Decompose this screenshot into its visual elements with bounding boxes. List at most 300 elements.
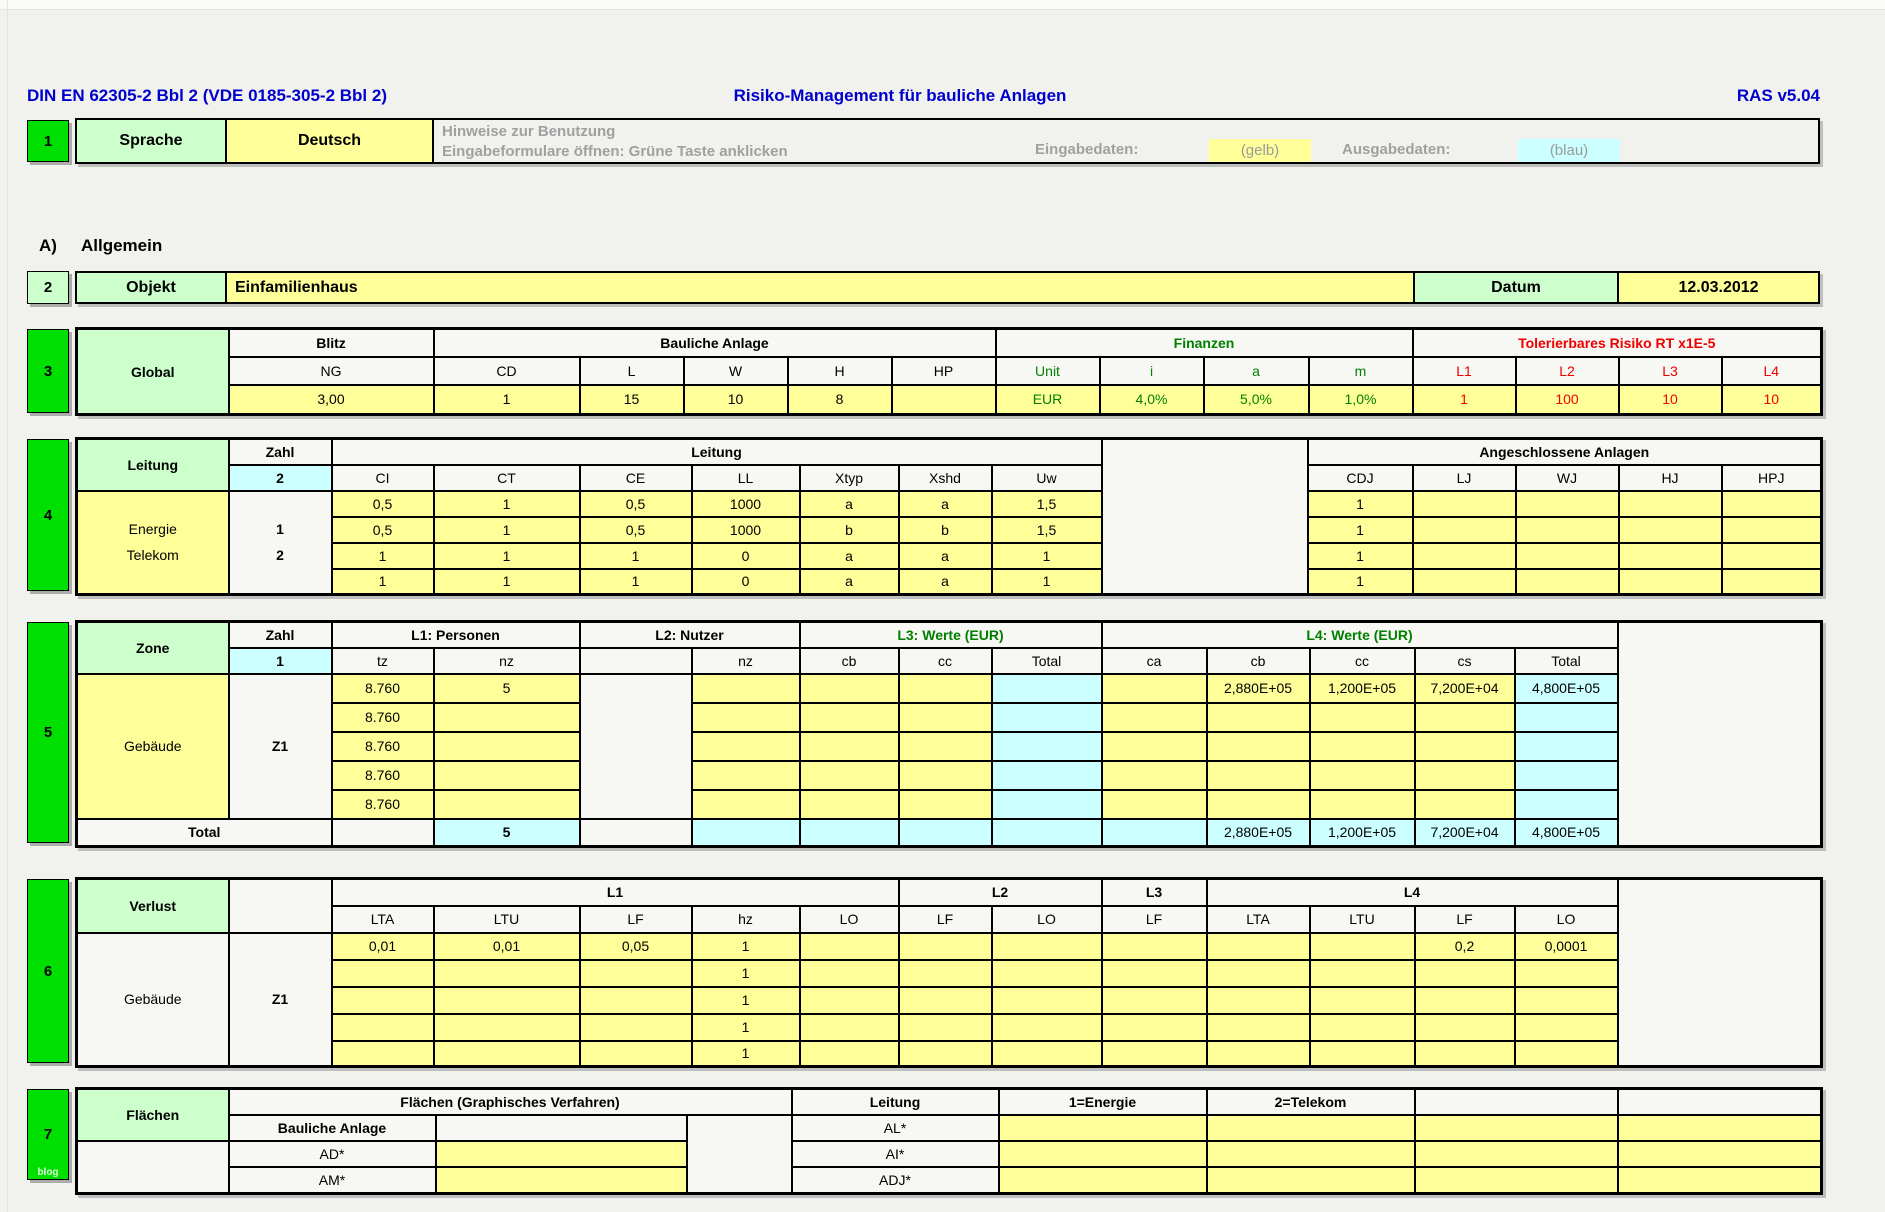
header-cell: AM* (229, 1167, 436, 1194)
input-cell[interactable] (999, 1167, 1207, 1194)
input-cell[interactable] (332, 987, 434, 1014)
input-cell[interactable]: 1 (692, 1041, 800, 1067)
input-cell[interactable] (1207, 1115, 1415, 1141)
input-cell[interactable]: 1 (434, 569, 580, 595)
input-cell[interactable] (992, 933, 1102, 960)
input-cell[interactable] (1415, 1041, 1515, 1067)
input-cell[interactable] (999, 1115, 1207, 1141)
header-cell: Angeschlossene Anlagen (1308, 439, 1822, 465)
zone-row-label[interactable]: Gebäude (77, 674, 229, 819)
input-cell[interactable]: 1 (692, 1014, 800, 1041)
header-cell: LJ (1413, 465, 1516, 491)
app-version: RAS v5.04 (1736, 86, 1820, 105)
header-cell (1618, 1089, 1822, 1115)
input-cell[interactable] (1102, 960, 1207, 987)
static-cell (229, 879, 332, 933)
input-cell[interactable]: 1 (434, 517, 580, 543)
input-cell[interactable] (899, 674, 992, 703)
section-button-4[interactable]: 4 (27, 439, 69, 591)
header-cell: Zahl (229, 439, 332, 465)
input-cell[interactable]: 1,5 (992, 491, 1102, 517)
input-cell[interactable]: 0,01 (434, 933, 580, 960)
verlust-label: Verlust (77, 879, 229, 933)
input-cell[interactable] (899, 987, 992, 1014)
sprache-section (75, 118, 1820, 164)
input-cell[interactable]: 1,200E+05 (1310, 674, 1415, 703)
global-label: Global (77, 329, 229, 415)
input-cell[interactable]: 8 (788, 385, 892, 415)
input-cell[interactable] (1516, 491, 1619, 517)
header-cell: L4 (1722, 357, 1822, 385)
header-cell: ca (1102, 648, 1207, 674)
input-cell[interactable] (1102, 790, 1207, 819)
input-cell[interactable] (1618, 1115, 1822, 1141)
hinweise-box (432, 118, 1820, 164)
header-cell: NG (229, 357, 434, 385)
output-cell (692, 819, 800, 847)
input-cell[interactable] (434, 703, 580, 732)
input-cell[interactable] (992, 1041, 1102, 1067)
output-cell (899, 819, 992, 847)
static-cell (77, 1141, 229, 1194)
header-cell: Leitung (332, 439, 1102, 465)
header-cell: L (580, 357, 684, 385)
input-cell[interactable] (1102, 1041, 1207, 1067)
input-cell[interactable] (1516, 543, 1619, 569)
output-cell (992, 732, 1102, 761)
header-cell: CT (434, 465, 580, 491)
header-cell: CD (434, 357, 580, 385)
input-cell[interactable]: 8.760 (332, 703, 434, 732)
input-cell[interactable] (1619, 569, 1722, 595)
output-cell: 1,200E+05 (1310, 819, 1415, 847)
input-cell[interactable] (1618, 1167, 1822, 1194)
input-cell[interactable] (1207, 933, 1310, 960)
input-cell[interactable]: 1,5 (992, 517, 1102, 543)
input-cell[interactable] (1207, 960, 1310, 987)
input-cell[interactable]: 0,01 (332, 933, 434, 960)
input-cell[interactable]: 1 (434, 385, 580, 415)
input-cell[interactable] (692, 703, 800, 732)
input-cell[interactable] (1207, 703, 1310, 732)
input-cell[interactable] (692, 732, 800, 761)
leitung-label: Leitung (77, 439, 229, 491)
input-cell[interactable] (1310, 987, 1415, 1014)
input-cell[interactable]: a (800, 491, 899, 517)
spacer-cell (1618, 879, 1822, 1067)
input-cell[interactable] (434, 732, 580, 761)
input-cell[interactable]: 1 (692, 933, 800, 960)
spacer-cell (580, 674, 692, 819)
input-cell[interactable] (1310, 1041, 1415, 1067)
document-standard-title: DIN EN 62305-2 Bbl 2 (VDE 0185-305-2 Bbl 2) (27, 86, 387, 105)
input-cell[interactable] (1515, 1041, 1618, 1067)
input-cell[interactable] (1102, 1014, 1207, 1041)
input-cell[interactable] (1415, 987, 1515, 1014)
input-cell[interactable]: a (800, 569, 899, 595)
input-cell[interactable] (580, 987, 692, 1014)
header-cell: Zahl (229, 622, 332, 648)
section-button-6[interactable]: 6 (27, 879, 69, 1063)
input-cell[interactable] (800, 960, 899, 987)
input-cell[interactable] (1310, 761, 1415, 790)
input-cell[interactable] (899, 732, 992, 761)
input-cell[interactable] (992, 987, 1102, 1014)
input-cell[interactable] (434, 960, 580, 987)
input-cell[interactable] (1415, 960, 1515, 987)
input-cell[interactable] (580, 1014, 692, 1041)
input-cell[interactable] (1722, 569, 1822, 595)
input-cell[interactable] (1619, 543, 1722, 569)
input-cell[interactable]: 5 (434, 674, 580, 703)
input-cell[interactable] (1310, 933, 1415, 960)
section-button-3[interactable]: 3 (27, 329, 69, 413)
header-cell: CE (580, 465, 692, 491)
input-cell[interactable]: 0,5 (580, 491, 692, 517)
output-cell: 2 (229, 465, 332, 491)
output-cell: 4,800E+05 (1515, 674, 1618, 703)
header-cell: L3 (1102, 879, 1207, 906)
header-cell: Bauliche Anlage (434, 329, 996, 357)
input-cell[interactable]: 0 (692, 569, 800, 595)
header-cell: ADJ* (792, 1167, 999, 1194)
global-table (75, 327, 1823, 416)
header-cell: Tolerierbares Risiko RT x1E-5 (1413, 329, 1822, 357)
header-cell: LF (1415, 906, 1515, 933)
output-cell (992, 761, 1102, 790)
input-cell[interactable] (1207, 761, 1310, 790)
input-cell[interactable] (1310, 732, 1415, 761)
input-cell[interactable] (1619, 491, 1722, 517)
input-cell[interactable]: 4,0% (1100, 385, 1204, 415)
section-button-1[interactable]: 1 (27, 120, 69, 162)
input-cell[interactable] (434, 761, 580, 790)
objekt-value-cell[interactable]: Einfamilienhaus (225, 271, 1415, 304)
verlust-row-label: Gebäude (77, 933, 229, 1067)
eingabedaten-label: Eingabedaten: (1035, 141, 1139, 158)
input-cell[interactable] (1415, 1167, 1618, 1194)
input-cell[interactable] (436, 1167, 687, 1194)
input-cell[interactable] (1102, 732, 1207, 761)
input-cell[interactable] (1413, 569, 1516, 595)
header-cell: Uw (992, 465, 1102, 491)
spacer-cell (687, 1115, 792, 1194)
output-cell (1102, 819, 1207, 847)
input-cell[interactable] (1207, 1041, 1310, 1067)
input-cell[interactable]: a (899, 491, 992, 517)
header-cell: L1 (1413, 357, 1516, 385)
input-cell[interactable] (899, 790, 992, 819)
header-cell: AD* (229, 1141, 436, 1167)
input-cell[interactable]: 0 (692, 543, 800, 569)
section-button-2[interactable]: 2 (27, 271, 69, 304)
input-cell[interactable] (1102, 933, 1207, 960)
section-button-5[interactable]: 5 (27, 622, 69, 843)
header-cell: LF (580, 906, 692, 933)
input-cell[interactable] (992, 960, 1102, 987)
input-cell[interactable] (434, 1041, 580, 1067)
spacer-cell (1618, 622, 1822, 847)
input-cell[interactable] (332, 1041, 434, 1067)
input-cell[interactable] (800, 790, 899, 819)
static-cell (436, 1115, 687, 1141)
header-cell: Total (1515, 648, 1618, 674)
input-cell[interactable]: 10 (1722, 385, 1822, 415)
input-cell[interactable] (1310, 1014, 1415, 1041)
header-cell: LO (800, 906, 899, 933)
input-cell[interactable] (1102, 761, 1207, 790)
input-cell[interactable] (999, 1141, 1207, 1167)
input-cell[interactable]: 0,5 (332, 517, 434, 543)
output-cell: 1 (229, 648, 332, 674)
header-cell: nz (434, 648, 580, 674)
input-cell[interactable]: 1 (434, 543, 580, 569)
input-cell[interactable] (1619, 517, 1722, 543)
document-main-title: Risiko-Management für bauliche Anlagen (733, 86, 1067, 105)
input-cell[interactable] (1415, 703, 1515, 732)
sprache-label-cell: Sprache (75, 118, 227, 164)
blau-legend-chip: (blau) (1518, 139, 1620, 162)
input-cell[interactable]: 10 (684, 385, 788, 415)
zone-label: Zone (77, 622, 229, 674)
input-cell[interactable]: 8.760 (332, 674, 434, 703)
input-cell[interactable] (1722, 543, 1822, 569)
input-cell[interactable] (800, 732, 899, 761)
input-cell[interactable] (1207, 987, 1310, 1014)
input-cell[interactable] (800, 761, 899, 790)
input-cell[interactable] (800, 1041, 899, 1067)
input-cell[interactable] (1413, 517, 1516, 543)
section-button-7[interactable]: 7 blog (27, 1089, 69, 1180)
input-cell[interactable]: 1000 (692, 517, 800, 543)
input-cell[interactable]: a (899, 543, 992, 569)
input-cell[interactable]: 1 (1413, 385, 1516, 415)
input-cell[interactable] (692, 761, 800, 790)
output-cell (992, 790, 1102, 819)
input-cell[interactable] (332, 1014, 434, 1041)
input-cell[interactable] (800, 987, 899, 1014)
input-cell[interactable] (1413, 491, 1516, 517)
header-cell: HJ (1619, 465, 1722, 491)
input-cell[interactable] (1207, 1014, 1310, 1041)
header-cell: Flächen (Graphisches Verfahren) (229, 1089, 792, 1115)
static-cell: Z1 (229, 674, 332, 819)
input-cell[interactable] (434, 1014, 580, 1041)
header-cell: L4 (1207, 879, 1618, 906)
gelb-legend-chip: (gelb) (1209, 139, 1311, 162)
header-cell: LO (1515, 906, 1618, 933)
input-cell[interactable] (1515, 987, 1618, 1014)
input-cell[interactable]: 5,0% (1204, 385, 1309, 415)
input-cell[interactable] (692, 790, 800, 819)
input-cell[interactable] (1207, 732, 1310, 761)
input-cell[interactable] (580, 960, 692, 987)
input-cell[interactable] (1415, 790, 1515, 819)
input-cell[interactable]: 1 (1308, 491, 1413, 517)
header-cell: LTU (1310, 906, 1415, 933)
input-cell[interactable]: 1 (1308, 569, 1413, 595)
output-cell (992, 703, 1102, 732)
input-cell[interactable] (1415, 1115, 1618, 1141)
language-value-cell[interactable]: Deutsch (225, 118, 434, 164)
input-cell[interactable]: 100 (1516, 385, 1619, 415)
input-cell[interactable] (1310, 790, 1415, 819)
section-a-prefix: A) (39, 236, 57, 255)
input-cell[interactable]: 1000 (692, 491, 800, 517)
header-cell: Total (992, 648, 1102, 674)
header-cell: LTA (332, 906, 434, 933)
header-cell: Bauliche Anlage (229, 1115, 436, 1141)
input-cell[interactable] (1618, 1141, 1822, 1167)
zone-total-label: Total (77, 819, 332, 847)
input-cell[interactable]: 0,2 (1415, 933, 1515, 960)
input-cell[interactable]: 0,5 (332, 491, 434, 517)
header-cell: L1 (332, 879, 899, 906)
input-cell[interactable] (1207, 1141, 1415, 1167)
header-cell: LF (899, 906, 992, 933)
header-cell: LL (692, 465, 800, 491)
input-cell[interactable]: 1 (992, 543, 1102, 569)
input-cell[interactable]: 15 (580, 385, 684, 415)
input-cell[interactable] (434, 790, 580, 819)
input-cell[interactable] (1102, 987, 1207, 1014)
input-cell[interactable]: a (899, 569, 992, 595)
input-cell[interactable]: 7,200E+04 (1415, 674, 1515, 703)
header-cell: tz (332, 648, 434, 674)
input-cell[interactable] (1515, 1014, 1618, 1041)
header-cell: L3 (1619, 357, 1722, 385)
input-cell[interactable] (1415, 732, 1515, 761)
header-cell: L2 (1516, 357, 1619, 385)
input-cell[interactable] (992, 1014, 1102, 1041)
header-cell: LTA (1207, 906, 1310, 933)
input-cell[interactable]: b (800, 517, 899, 543)
input-cell[interactable] (1102, 674, 1207, 703)
input-cell[interactable] (1516, 569, 1619, 595)
input-cell[interactable] (436, 1141, 687, 1167)
input-cell[interactable] (1516, 517, 1619, 543)
input-cell[interactable] (1310, 703, 1415, 732)
header-cell: Unit (996, 357, 1100, 385)
input-cell[interactable]: 1,0% (1309, 385, 1413, 415)
datum-value-cell[interactable]: 12.03.2012 (1617, 271, 1820, 304)
input-cell[interactable]: 1 (1308, 543, 1413, 569)
input-cell[interactable]: 0,0001 (1515, 933, 1618, 960)
header-cell: cb (800, 648, 899, 674)
header-cell: HP (892, 357, 996, 385)
header-cell: i (1100, 357, 1204, 385)
header-cell: m (1309, 357, 1413, 385)
input-cell[interactable]: 1 (332, 569, 434, 595)
output-cell: 5 (434, 819, 580, 847)
header-cell: 1=Energie (999, 1089, 1207, 1115)
header-cell: L2: Nutzer (580, 622, 800, 648)
zone-table (75, 620, 1823, 848)
input-cell[interactable] (692, 674, 800, 703)
input-cell[interactable] (1413, 543, 1516, 569)
input-cell[interactable]: 1 (692, 960, 800, 987)
input-cell[interactable] (892, 385, 996, 415)
input-cell[interactable]: a (800, 543, 899, 569)
input-cell[interactable] (1310, 960, 1415, 987)
input-cell[interactable]: 1 (332, 543, 434, 569)
header-cell: cs (1415, 648, 1515, 674)
input-cell[interactable]: 8.760 (332, 761, 434, 790)
input-cell[interactable] (899, 1014, 992, 1041)
input-cell[interactable] (1102, 703, 1207, 732)
header-cell: Finanzen (996, 329, 1413, 357)
input-cell[interactable]: 1 (692, 987, 800, 1014)
input-cell[interactable]: 0,05 (580, 933, 692, 960)
input-cell[interactable] (800, 933, 899, 960)
output-cell: 4,800E+05 (1515, 819, 1618, 847)
input-cell[interactable]: 10 (1619, 385, 1722, 415)
input-cell[interactable]: 1 (992, 569, 1102, 595)
input-cell[interactable] (434, 987, 580, 1014)
input-cell[interactable] (1415, 1141, 1618, 1167)
output-cell (992, 819, 1102, 847)
input-cell[interactable] (800, 1014, 899, 1041)
header-cell: CDJ (1308, 465, 1413, 491)
hinweis-line2: Eingabeformulare öffnen: Grüne Taste anklicken (442, 143, 788, 160)
input-cell[interactable]: EUR (996, 385, 1100, 415)
input-cell[interactable] (899, 703, 992, 732)
objekt-section (75, 271, 1820, 304)
blog-watermark: blog (37, 1167, 59, 1178)
input-cell[interactable] (1207, 1167, 1415, 1194)
output-cell (1515, 761, 1618, 790)
input-cell[interactable]: 1 (580, 569, 692, 595)
input-cell[interactable] (1415, 761, 1515, 790)
input-cell[interactable] (1415, 1014, 1515, 1041)
header-cell: H (788, 357, 892, 385)
static-cell (580, 819, 692, 847)
input-cell[interactable] (1722, 491, 1822, 517)
header-cell: Leitung (792, 1089, 999, 1115)
input-cell[interactable]: 3,00 (229, 385, 434, 415)
output-cell: 2,880E+05 (1207, 819, 1310, 847)
input-cell[interactable]: 8.760 (332, 732, 434, 761)
input-cell[interactable]: 1 (580, 543, 692, 569)
input-cell[interactable]: 2,880E+05 (1207, 674, 1310, 703)
input-cell[interactable]: 1 (1308, 517, 1413, 543)
leitung-rows-label[interactable]: Energie Telekom (77, 491, 229, 595)
input-cell[interactable]: 0,5 (580, 517, 692, 543)
input-cell[interactable] (580, 1041, 692, 1067)
input-cell[interactable]: 1 (434, 491, 580, 517)
input-cell[interactable] (899, 761, 992, 790)
input-cell[interactable] (899, 960, 992, 987)
header-cell (1415, 1089, 1618, 1115)
output-cell (1515, 732, 1618, 761)
input-cell[interactable] (1722, 517, 1822, 543)
static-cell (332, 819, 434, 847)
input-cell[interactable] (800, 703, 899, 732)
input-cell[interactable]: b (899, 517, 992, 543)
input-cell[interactable]: 8.760 (332, 790, 434, 819)
objekt-label-cell: Objekt (75, 271, 227, 304)
input-cell[interactable] (1207, 790, 1310, 819)
left-gridline (7, 0, 8, 1212)
header-cell: Blitz (229, 329, 434, 357)
header-cell: CI (332, 465, 434, 491)
flaechen-label: Flächen (77, 1089, 229, 1141)
input-cell[interactable] (899, 1041, 992, 1067)
input-cell[interactable] (800, 674, 899, 703)
input-cell[interactable] (332, 960, 434, 987)
input-cell[interactable] (899, 933, 992, 960)
input-cell[interactable] (1515, 960, 1618, 987)
